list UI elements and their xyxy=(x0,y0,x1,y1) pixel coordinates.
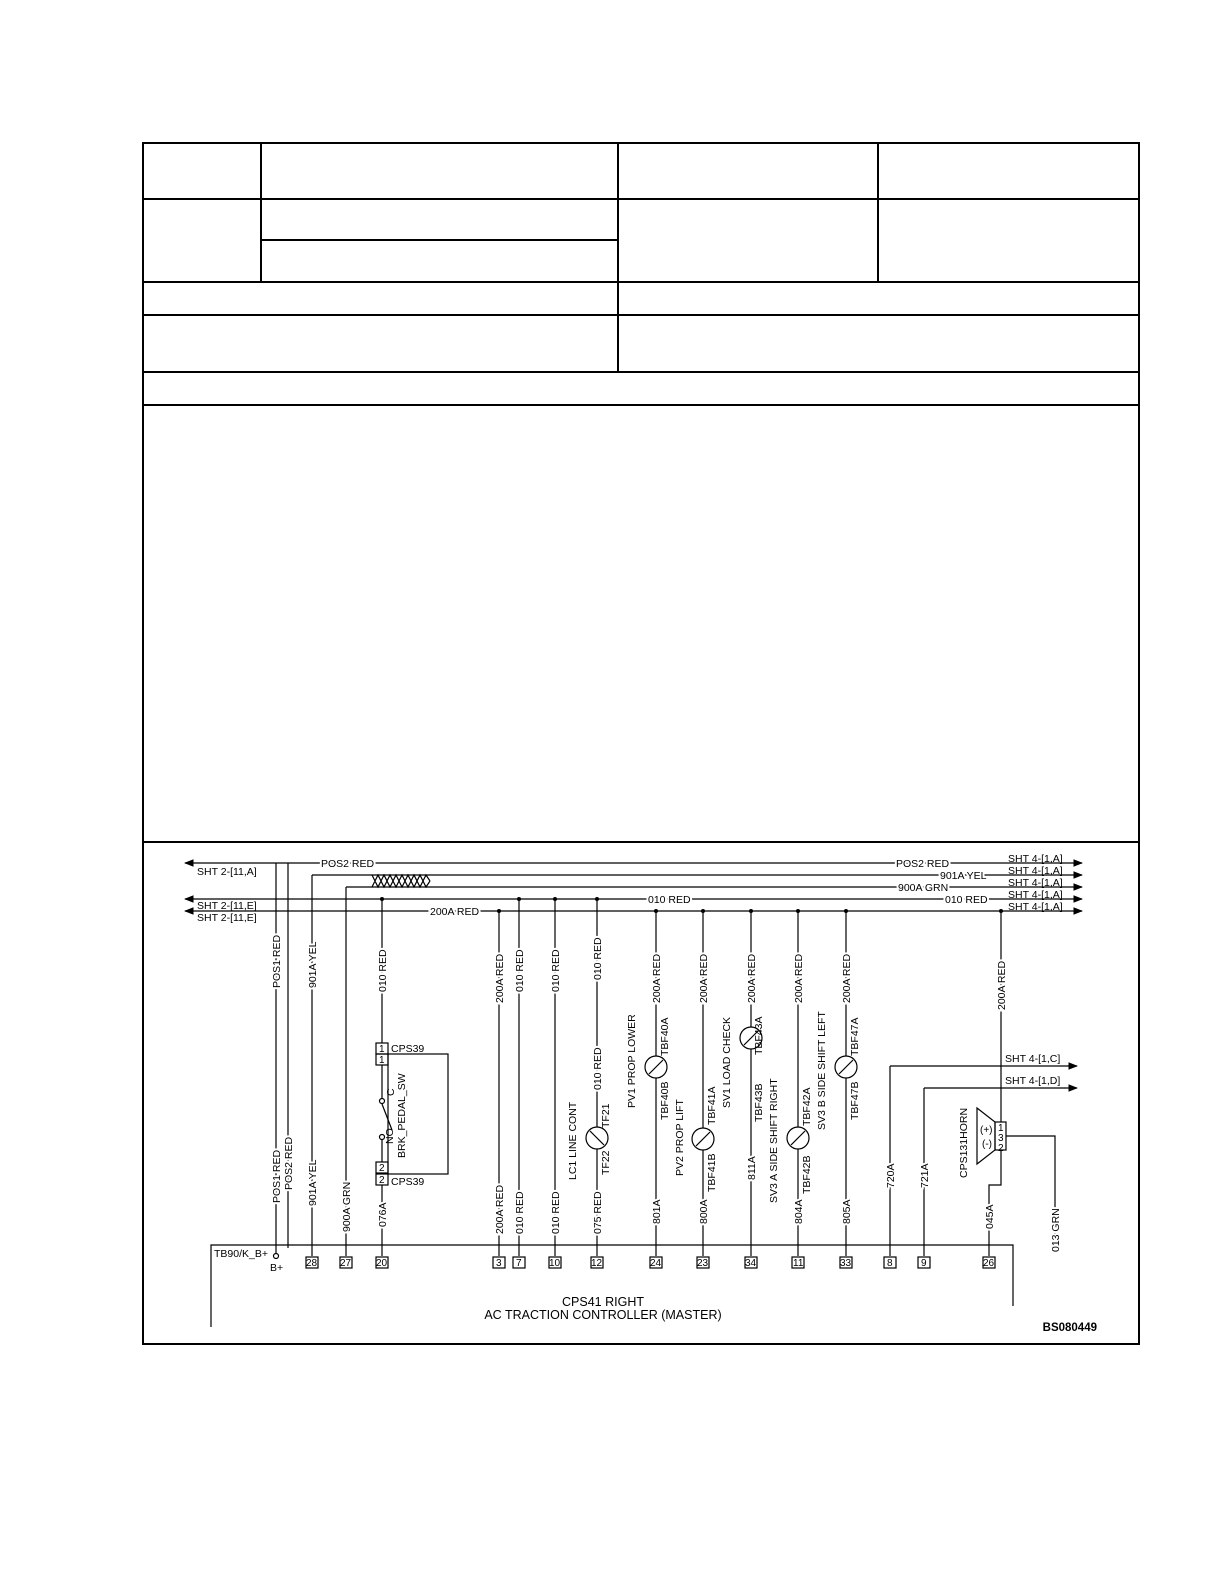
device-label: PV1 PROP LOWER xyxy=(626,1014,638,1108)
device-label: TBF43A xyxy=(753,1016,765,1055)
terminal-b-plus xyxy=(274,1254,279,1259)
wire-label: 010 RED xyxy=(550,1191,562,1234)
pin-number: 3 xyxy=(496,1258,502,1269)
device-label: TBF42A xyxy=(801,1087,813,1126)
twisted-pair-symbol xyxy=(372,875,430,887)
controller-title: CPS41 RIGHT xyxy=(562,1295,644,1309)
wire-label: 045A xyxy=(984,1204,996,1229)
pin-number: 9 xyxy=(921,1258,927,1269)
device-label: TF22 xyxy=(600,1150,612,1175)
wire-label: 900A GRN xyxy=(341,1181,353,1232)
device-label: LC1 LINE CONT xyxy=(567,1101,579,1180)
wire-label: 010 RED xyxy=(514,1191,526,1234)
bus-wire-label: 901A YEL xyxy=(940,870,987,882)
wire-label: 200A RED xyxy=(996,960,1008,1010)
horn-pin: 3 xyxy=(998,1133,1004,1144)
pin-number: 12 xyxy=(591,1258,603,1269)
device-label: TBF47B xyxy=(849,1081,861,1120)
coil-mark xyxy=(590,1131,604,1145)
wire-label: 200A RED xyxy=(698,953,710,1003)
wire-label: 200A RED xyxy=(651,953,663,1003)
bus-right-label: SHT 4-[1,A] xyxy=(1008,853,1063,865)
terminal-label: TB90/K_B+ xyxy=(214,1248,268,1260)
wire-label: 720A xyxy=(885,1163,897,1188)
pin-number: 2 xyxy=(379,1163,385,1174)
wire-label: 010 RED xyxy=(550,949,562,992)
wire-045a xyxy=(989,1150,1001,1256)
wire-label: 076A xyxy=(377,1202,389,1227)
switch-label: BRK_PEDAL_SW xyxy=(396,1073,408,1158)
device-label: TBF41A xyxy=(706,1086,718,1125)
bus-wire-label: 200A RED xyxy=(430,906,480,918)
bus-right-label: SHT 4-[1,A] xyxy=(1008,901,1063,913)
wire-label: 200A RED xyxy=(841,953,853,1003)
horn-symbol xyxy=(977,1108,995,1164)
wire-label: POS1 RED xyxy=(271,934,283,988)
pin-number: 10 xyxy=(549,1258,561,1269)
switch-contact xyxy=(380,1099,385,1104)
wire-label: 811A xyxy=(746,1156,758,1180)
pin-number: 26 xyxy=(983,1258,995,1269)
drawing-id: BS080449 xyxy=(1042,1322,1097,1334)
pin-number: 1 xyxy=(379,1044,385,1055)
bus-right-label: SHT 4-[1,C] xyxy=(1005,1053,1061,1065)
coil-mark xyxy=(791,1131,805,1145)
wire-label: 800A xyxy=(698,1199,710,1224)
bus-wire-label: 010 RED xyxy=(945,894,988,906)
horn-label: CPS131HORN xyxy=(958,1107,970,1178)
wire-label: 010 RED xyxy=(377,949,389,992)
bus-right-label: SHT 4-[1,A] xyxy=(1008,865,1063,877)
device-label: TBF42B xyxy=(801,1155,813,1194)
device-label: SV1 LOAD CHECK xyxy=(721,1016,733,1108)
device-label: TBF47A xyxy=(849,1017,861,1056)
pin-number: 24 xyxy=(650,1258,662,1269)
bus-wire-label: 010 RED xyxy=(648,894,691,906)
bus-left-label: SHT 2-[11,A] xyxy=(197,866,257,878)
horn-plus: (+) xyxy=(980,1125,993,1136)
terminal-bplus: B+ xyxy=(270,1262,284,1274)
wire-label: 801A xyxy=(651,1199,663,1224)
pin-number: 27 xyxy=(340,1258,352,1269)
coil-mark xyxy=(649,1060,663,1074)
wire-label: 010 RED xyxy=(592,937,604,980)
pin-number: 33 xyxy=(840,1258,852,1269)
device-label: TBF40B xyxy=(659,1081,671,1120)
bus-right-label: SHT 4-[1,D] xyxy=(1005,1075,1061,1087)
pin-number: 11 xyxy=(793,1258,804,1269)
pin-number: 2 xyxy=(379,1175,385,1186)
device-label: SV3 B SIDE SHIFT LEFT xyxy=(816,1011,828,1130)
wire-013 xyxy=(1006,1136,1055,1250)
bus-wire-label: POS2 RED xyxy=(321,858,375,870)
wire-label: 805A xyxy=(841,1199,853,1224)
pin-number: 23 xyxy=(697,1258,709,1269)
pin-number: 20 xyxy=(376,1258,388,1269)
pin-number: 34 xyxy=(745,1258,757,1269)
switch-blade xyxy=(382,1104,392,1130)
device-label: TF21 xyxy=(600,1103,612,1128)
bus-left-label: SHT 2-[11,E] xyxy=(197,912,257,924)
wire-label: 200A RED xyxy=(793,953,805,1003)
coil-mark xyxy=(696,1132,710,1146)
device-label: SV3 A SIDE SHIFT RIGHT xyxy=(768,1078,780,1203)
wire-label: 200A RED xyxy=(746,953,758,1003)
pin-number: 28 xyxy=(306,1258,318,1269)
switch-c: C xyxy=(385,1088,397,1096)
device-label: TBF40A xyxy=(659,1017,671,1056)
wire-label: 010 RED xyxy=(514,949,526,992)
pin-number: 1 xyxy=(379,1055,385,1066)
horn-minus: (-) xyxy=(982,1139,992,1150)
wire-label: 010 RED xyxy=(592,1047,604,1090)
wire-label: 721A xyxy=(919,1163,931,1188)
switch-no: NO xyxy=(384,1128,396,1144)
wire-label: 901A YEL xyxy=(307,941,319,988)
wire-label: 013 GRN xyxy=(1050,1208,1062,1252)
bus-wire-label: POS2 RED xyxy=(896,858,950,870)
controller-subtitle: AC TRACTION CONTROLLER (MASTER) xyxy=(484,1308,722,1322)
connector-label: CPS39 xyxy=(391,1176,425,1188)
wire-label: 075 RED xyxy=(592,1191,604,1234)
device-label: TBF41B xyxy=(706,1153,718,1192)
bus-right-label: SHT 4-[1,A] xyxy=(1008,889,1063,901)
bus-wire-label: 900A GRN xyxy=(898,882,949,894)
coil-mark xyxy=(839,1060,853,1074)
device-label: TBF43B xyxy=(753,1083,765,1122)
controller-pin-numbers xyxy=(306,1258,995,1269)
pin-number: 7 xyxy=(516,1258,522,1269)
connector-label: CPS39 xyxy=(391,1043,425,1055)
wire-label: 200A RED xyxy=(494,1184,506,1234)
wire-label: POS2 RED xyxy=(283,1136,295,1190)
bus-right-label: SHT 4-[1,A] xyxy=(1008,877,1063,889)
wire-label: 200A RED xyxy=(494,953,506,1003)
device-label: PV2 PROP LIFT xyxy=(674,1099,686,1176)
bus-left-label: SHT 2-[11,E] xyxy=(197,900,257,912)
horn-pin: 2 xyxy=(998,1143,1004,1154)
horn-pin: 1 xyxy=(998,1123,1004,1134)
wire-label: POS1 RED xyxy=(271,1149,283,1203)
pin-number: 8 xyxy=(887,1258,893,1269)
wire-label: 804A xyxy=(793,1199,805,1224)
wire-label: 901A YEL xyxy=(307,1159,319,1206)
